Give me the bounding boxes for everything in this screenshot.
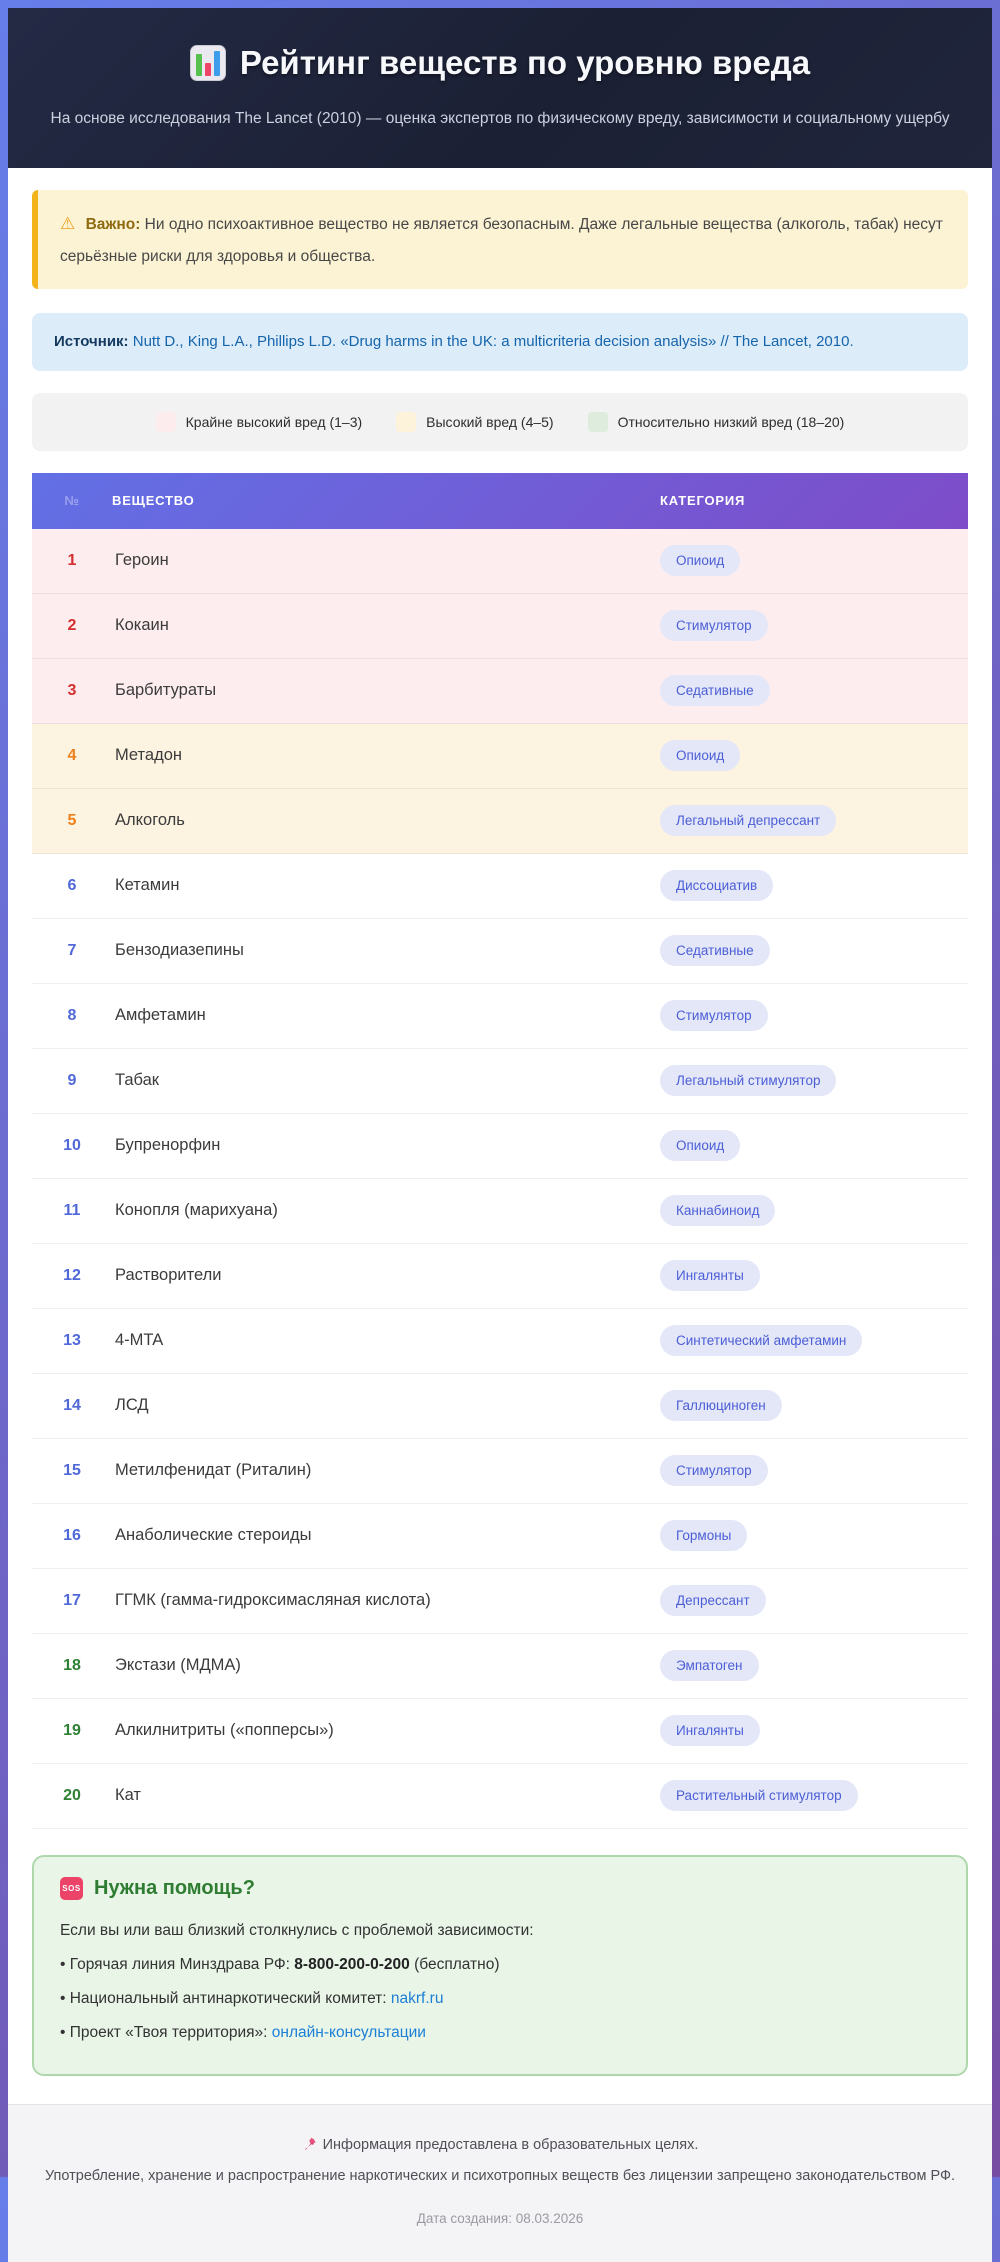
category-badge: Опиоид: [660, 740, 740, 771]
table-row: [32, 919, 968, 984]
category-badge: Опиоид: [660, 545, 740, 576]
rank-number: 2: [67, 616, 77, 634]
category-cell: [638, 1650, 968, 1681]
column-header-category: КАТЕГОРИЯ: [660, 493, 746, 509]
rank-number: 8: [67, 1006, 77, 1024]
category-cell: [638, 1130, 968, 1161]
substance-name: Кокаин: [115, 616, 169, 635]
rank-number: 11: [63, 1201, 81, 1219]
category-badge: Синтетический амфетамин: [660, 1325, 862, 1356]
hotline-phone: 8-800-200-0-200: [294, 1955, 410, 1973]
category-cell: [638, 1520, 968, 1551]
substance-name: Экстази (МДМА): [115, 1656, 241, 1675]
rank-number: 1: [67, 551, 77, 569]
table-row: [32, 724, 968, 789]
project-prefix: • Проект «Твоя территория»:: [60, 2024, 272, 2041]
category-badge: Гормоны: [660, 1520, 747, 1551]
column-header-substance: ВЕЩЕСТВО: [112, 493, 195, 509]
category-badge: Легальный стимулятор: [660, 1065, 836, 1096]
substance-name: ЛСД: [115, 1396, 149, 1415]
hotline-suffix: (бесплатно): [409, 1955, 500, 1973]
rank-number: 9: [67, 1071, 77, 1089]
table-row: [32, 1374, 968, 1439]
rank-number: 4: [67, 746, 77, 764]
rank-number: 16: [63, 1526, 81, 1544]
table-row: [32, 1569, 968, 1634]
legend-item: [588, 412, 845, 432]
rank-number: 20: [63, 1786, 81, 1804]
committee-prefix: • Национальный антинаркотический комитет:: [60, 1989, 391, 2007]
warning-text: Ни одно психоактивное вещество не является безопасным. Даже легальные вещества (алкоголь, табак) несут серьёзные риски для здоровья и общества.: [60, 216, 943, 266]
category-cell: [638, 935, 968, 966]
rank-number: 7: [67, 941, 77, 959]
source-label: Источник:: [54, 333, 129, 351]
harm-level-legend: [32, 393, 968, 451]
help-body: [60, 1914, 940, 2050]
category-badge: Каннабиноид: [660, 1195, 775, 1226]
page-header: [8, 8, 992, 168]
bar-chart-icon: [190, 45, 226, 81]
category-cell: [638, 1065, 968, 1096]
rank-number: 18: [63, 1656, 81, 1674]
category-badge: Ингалянты: [660, 1260, 760, 1291]
sos-icon: SOS: [60, 1877, 83, 1900]
pushpin-icon: [302, 2133, 317, 2162]
source-citation: Nutt D., King L.A., Phillips L.D. «Drug harms in the UK: a multicriteria decision analysis» // The Lancet, 2010.: [132, 333, 854, 351]
substance-name: Алкоголь: [115, 811, 185, 830]
category-badge: Депрессант: [660, 1585, 766, 1616]
table-row: [32, 984, 968, 1049]
table-row: [32, 1179, 968, 1244]
table-row: [32, 659, 968, 724]
rank-number: 10: [63, 1136, 81, 1154]
substance-name: Амфетамин: [115, 1006, 206, 1025]
category-badge: Опиоид: [660, 1130, 740, 1161]
page-subtitle: На основе исследования The Lancet (2010) — оценка экспертов по физическому вреду, зависимости и социальному ущербу: [50, 110, 950, 127]
substance-name: Метадон: [115, 746, 183, 765]
substance-name: 4-MTA: [115, 1331, 164, 1350]
table-row: [32, 1114, 968, 1179]
help-hotline-line: [60, 1948, 940, 1982]
legend-color-swatch: [156, 412, 176, 432]
category-badge: Стимулятор: [660, 610, 768, 641]
footer-purpose-text: Информация предоставлена в образовательных целях.: [322, 2137, 699, 2154]
legend-item: [156, 412, 363, 432]
nakrf-link[interactable]: nakrf.ru: [390, 1989, 444, 2007]
page-footer: [8, 2104, 992, 2262]
category-cell: [638, 740, 968, 771]
category-cell: [638, 545, 968, 576]
legend-color-swatch: [588, 412, 608, 432]
category-badge: Седативные: [660, 935, 770, 966]
category-cell: [638, 610, 968, 641]
table-row: [32, 789, 968, 854]
substances-table: [32, 473, 968, 1829]
rank-number: 15: [63, 1461, 81, 1479]
rank-number: 5: [67, 811, 77, 829]
help-title-row: [60, 1877, 940, 1900]
category-cell: [638, 1260, 968, 1291]
legend-item-label: Высокий вред (4–5): [426, 413, 554, 430]
table-header-row: [32, 473, 968, 529]
table-row: [32, 594, 968, 659]
category-cell: [638, 805, 968, 836]
warning-callout: [32, 190, 968, 289]
warning-icon: ⚠: [60, 214, 76, 234]
help-callout: [32, 1855, 968, 2076]
category-badge: Стимулятор: [660, 1455, 768, 1486]
legend-item-label: Относительно низкий вред (18–20): [617, 413, 845, 430]
warning-label: Важно:: [85, 216, 141, 234]
substance-name: Бензодиазепины: [115, 941, 244, 960]
substance-name: ГГМК (гамма-гидроксимасляная кислота): [115, 1591, 431, 1610]
category-badge: Седативные: [660, 675, 770, 706]
category-cell: [638, 1455, 968, 1486]
substance-name: Метилфенидат (Риталин): [115, 1461, 312, 1480]
table-body: [32, 529, 968, 1829]
rank-number: 13: [63, 1331, 81, 1349]
substance-name: Героин: [115, 551, 169, 570]
substance-name: Кетамин: [115, 876, 180, 895]
source-callout: [32, 313, 968, 371]
rank-number: 3: [67, 681, 77, 699]
table-row: [32, 1504, 968, 1569]
footer-legal-line: Употребление, хранение и распространение наркотических и психотропных веществ без лицензии запрещено законодательством РФ.: [44, 2168, 956, 2185]
category-cell: [638, 1325, 968, 1356]
column-header-rank: №: [64, 493, 80, 509]
table-row: [32, 1764, 968, 1829]
category-cell: [638, 675, 968, 706]
category-badge: Галлюциноген: [660, 1390, 782, 1421]
substance-name: Барбитураты: [115, 681, 217, 700]
rank-number: 17: [63, 1591, 81, 1609]
category-cell: [638, 1195, 968, 1226]
substance-name: Кат: [115, 1786, 141, 1805]
rank-number: 19: [63, 1721, 81, 1739]
online-consult-link[interactable]: онлайн-консультации: [271, 2024, 426, 2041]
rank-number: 6: [67, 876, 77, 894]
category-cell: [638, 870, 968, 901]
legend-color-swatch: [396, 412, 416, 432]
help-intro: Если вы или ваш близкий столкнулись с проблемой зависимости:: [60, 1921, 534, 1939]
category-cell: [638, 1000, 968, 1031]
category-badge: Стимулятор: [660, 1000, 768, 1031]
category-cell: [638, 1780, 968, 1811]
page-title: Рейтинг веществ по уровню вреда: [239, 44, 811, 81]
creation-date: Дата создания: 08.03.2026: [416, 2211, 584, 2227]
help-title: Нужна помощь?: [94, 1876, 255, 1899]
main-content: [8, 168, 992, 2076]
table-row: [32, 1439, 968, 1504]
rank-number: 12: [63, 1266, 81, 1284]
substance-name: Анаболические стероиды: [115, 1526, 312, 1545]
table-row: [32, 529, 968, 594]
category-badge: Ингалянты: [660, 1715, 760, 1746]
page-title-row: [48, 44, 952, 82]
category-badge: Эмпатоген: [660, 1650, 759, 1681]
category-badge: Растительный стимулятор: [660, 1780, 858, 1811]
infographic-card: [8, 8, 992, 2227]
help-project-line: [60, 2016, 940, 2050]
category-cell: [638, 1715, 968, 1746]
substance-name: Табак: [115, 1071, 159, 1090]
legend-item: [396, 412, 553, 432]
table-row: [32, 1309, 968, 1374]
legend-item-label: Крайне высокий вред (1–3): [185, 413, 363, 430]
table-row: [32, 1634, 968, 1699]
hotline-prefix: • Горячая линия Минздрава РФ:: [60, 1955, 295, 1973]
category-cell: [638, 1585, 968, 1616]
table-row: [32, 1699, 968, 1764]
help-committee-line: [60, 1982, 940, 2016]
footer-purpose-line: [28, 2131, 972, 2162]
substance-name: Конопля (марихуана): [115, 1201, 278, 1220]
substance-name: Бупренорфин: [115, 1136, 221, 1155]
substance-name: Алкилнитриты («попперсы»): [115, 1721, 334, 1740]
category-badge: Диссоциатив: [660, 870, 773, 901]
category-badge: Легальный депрессант: [660, 805, 836, 836]
table-row: [32, 1049, 968, 1114]
table-row: [32, 1244, 968, 1309]
category-cell: [638, 1390, 968, 1421]
substance-name: Растворители: [115, 1266, 222, 1285]
table-row: [32, 854, 968, 919]
rank-number: 14: [63, 1396, 81, 1414]
